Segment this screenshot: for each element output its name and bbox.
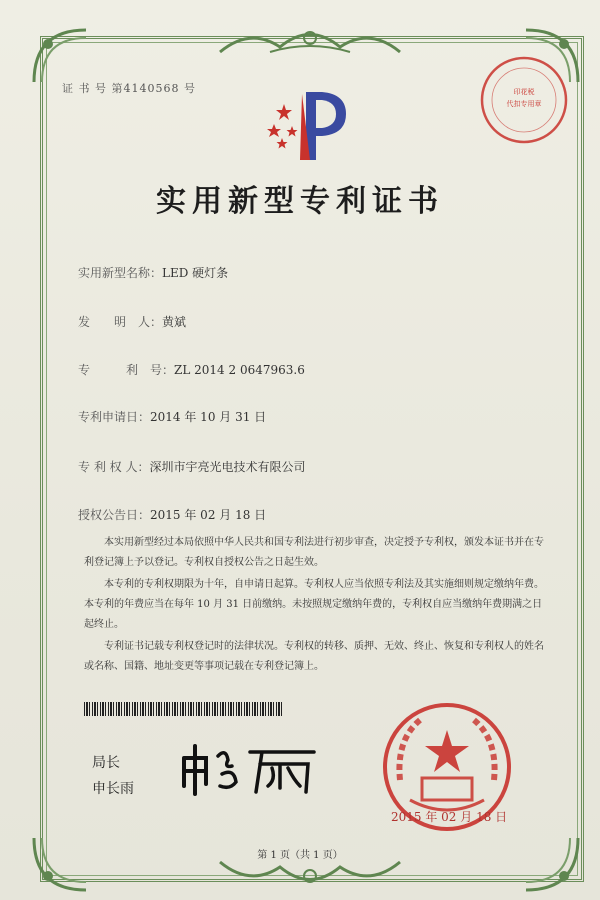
corner-ornament-icon [520,832,584,896]
field-label: 专 利 号： [78,363,175,377]
field-label: 专 利 权 人： [78,460,150,474]
tax-seal-stamp [478,54,570,146]
field-label: 实用新型名称： [78,266,163,280]
field-value: 黄斌 [162,315,187,329]
body-paragraph: 本专利的专利权期限为十年，自申请日起算。专利权人应当依照专利法及其实施细则规定缴纳年费。本专利的年费应当在每年 10 月 31 日前缴纳。未按照规定缴纳年费的，专利权自应当缴纳年费期满之日起终止。 [84,579,544,630]
page-number: 第 1 页（共 1 页） [257,850,343,861]
certificate-body [84,533,550,679]
svg-text:代扣专用章: 代扣专用章 [506,100,542,108]
seal-date: 2015 年 02 月 18 日 [391,810,508,824]
field-utility-model-name [78,264,228,281]
field-label: 专利申请日： [78,410,151,424]
director-name: 申长雨 [92,781,134,797]
field-value: 深圳市宇亮光电技术有限公司 [149,460,306,474]
body-paragraph: 本实用新型经过本局依照中华人民共和国专利法进行初步审查，决定授予专利权，颁发本证书并在专利登记簿上予以登记。专利权自授权公告之日起生效。 [84,537,544,568]
corner-ornament-icon [28,24,92,88]
barcode [84,702,284,716]
field-value: 2015 年 02 月 18 日 [150,508,267,522]
corner-ornament-icon [28,832,92,896]
top-ornament-icon [210,22,410,62]
field-label: 发 明 人： [78,315,163,329]
certificate-number: 证 书 号 第4140568 号 [62,82,196,95]
field-label: 授权公告日： [78,508,151,522]
patent-office-logo-icon [264,86,356,166]
director-title: 局长 [92,755,120,771]
field-grant-date [78,506,266,523]
field-patentee [78,458,305,475]
svg-text:印花税: 印花税 [513,88,535,96]
signature-icon [176,738,326,798]
field-inventor [78,313,186,330]
body-paragraph: 专利证书记载专利权登记时的法律状况。专利权的转移、质押、无效、终止、恢复和专利权人的姓名或名称、国籍、地址变更等事项记载在专利登记簿上。 [84,641,544,672]
certificate-title: 实用新型专利证书 [156,184,444,219]
field-application-date [78,408,266,425]
field-patent-number [78,361,305,378]
field-value: 2014 年 10 月 31 日 [150,410,267,424]
field-value: ZL 2014 2 0647963.6 [174,363,305,377]
field-value: LED 硬灯条 [162,266,229,280]
